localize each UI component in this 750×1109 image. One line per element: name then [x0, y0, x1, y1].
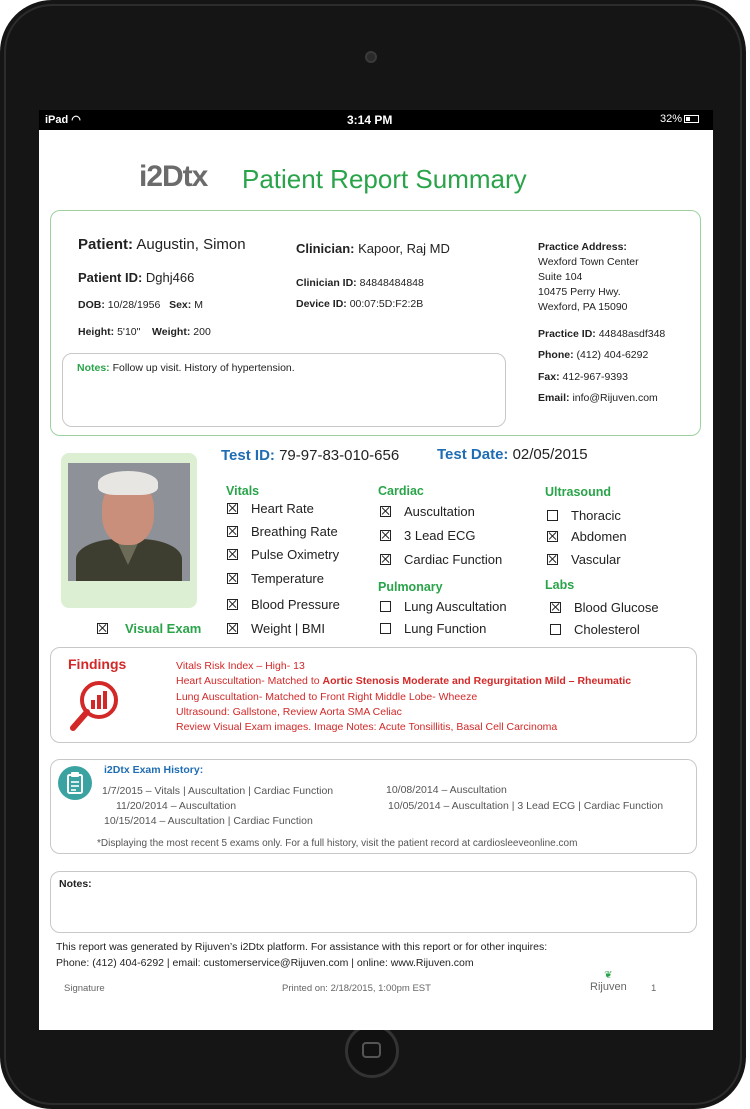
notes-top-label: Notes: [77, 362, 110, 374]
practice-id-label: Practice ID: [538, 328, 596, 340]
labs-item-label: Cholesterol [574, 622, 640, 637]
patient-name-row [78, 236, 246, 253]
vitals-item-label: Breathing Rate [251, 524, 338, 539]
practice-address [538, 240, 639, 315]
device-id-row [296, 298, 423, 310]
pulmonary-item-label: Lung Function [404, 621, 487, 636]
unchecked-box-icon[interactable] [380, 601, 391, 612]
notes-top-text: Follow up visit. History of hypertension. [112, 362, 295, 374]
status-device [45, 113, 81, 126]
cardiac-item-label: Auscultation [404, 504, 475, 519]
patient-photo [68, 463, 190, 581]
patient-id-row [78, 270, 194, 285]
rijuven-logo-text: Rijuven [590, 981, 627, 993]
history-footnote: *Displaying the most recent 5 exams only. For a full history, visit the patient record at cardiosleeveonline.com [97, 838, 578, 849]
findings-text [176, 659, 631, 735]
finding-line-bold: Aortic Stenosis Moderate and Regurgitation Mild – Rheumatic [322, 675, 632, 688]
checked-box-icon[interactable] [227, 623, 238, 634]
printed-on: Printed on: 2/18/2015, 1:00pm EST [282, 983, 431, 994]
checked-box-icon[interactable] [227, 526, 238, 537]
test-id-row [221, 447, 399, 464]
vitals-item-label: Weight | BMI [251, 621, 325, 636]
history-entry[interactable]: 10/08/2014 – Auscultation [386, 784, 507, 796]
finding-line-prefix: Heart Auscultation- Matched to [176, 675, 323, 688]
checked-box-icon[interactable] [227, 573, 238, 584]
test-date-row [437, 446, 588, 463]
unchecked-box-icon[interactable] [547, 510, 558, 521]
ultrasound-item-label: Abdomen [571, 529, 627, 544]
checked-box-icon[interactable] [547, 531, 558, 542]
exam-history-title: i2Dtx Exam History: [104, 764, 204, 776]
history-entry[interactable]: 10/15/2014 – Auscultation | Cardiac Function [104, 815, 313, 827]
patient-id-label: Patient ID: [78, 270, 143, 285]
ultrasound-item-label: Vascular [571, 552, 621, 567]
vitals-item-label: Blood Pressure [251, 597, 340, 612]
checked-box-icon[interactable] [227, 549, 238, 560]
magnifier-chart-icon [69, 678, 125, 734]
ultrasound-heading: Ultrasound [545, 485, 611, 499]
clinician-id-label: Clinician ID: [296, 277, 357, 289]
practice-email-label: Email: [538, 392, 570, 404]
patient-id-value: Dghj466 [145, 270, 195, 285]
checked-box-icon[interactable] [97, 623, 108, 634]
practice-fax-row [538, 371, 628, 383]
ultrasound-item[interactable] [547, 529, 627, 544]
logo [139, 160, 207, 194]
photo-hair [98, 471, 158, 495]
ultrasound-item-label: Thoracic [571, 508, 621, 523]
checked-box-icon[interactable] [227, 503, 238, 514]
dob-label: DOB: [78, 299, 105, 311]
footer-line1: This report was generated by Rijuven’s i2Dtx platform. For assistance with this report or for other inquires: [56, 941, 548, 953]
dob-value: 10/28/1956 [107, 299, 161, 311]
practice-address-label: Practice Address: [538, 241, 627, 253]
camera-icon [365, 51, 377, 63]
cardiac-item[interactable] [380, 552, 502, 567]
checked-box-icon[interactable] [380, 554, 391, 565]
clinician-label: Clinician: [296, 241, 355, 256]
practice-id-row [538, 328, 665, 340]
address-line: Wexford, PA 15090 [538, 301, 628, 313]
ultrasound-item[interactable] [547, 508, 621, 523]
unchecked-box-icon[interactable] [380, 623, 391, 634]
visual-exam-label: Visual Exam [125, 621, 202, 636]
dob-row [78, 299, 203, 311]
address-line: Suite 104 [538, 271, 583, 283]
cardiac-item[interactable] [380, 528, 476, 543]
vitals-item[interactable] [227, 621, 325, 636]
device-label: iPad [45, 114, 69, 126]
signature-label: Signature [64, 983, 105, 994]
status-battery [660, 113, 699, 125]
test-id-label: Test ID: [221, 447, 275, 464]
checked-box-icon[interactable] [380, 530, 391, 541]
practice-phone-value: (412) 404-6292 [576, 349, 649, 361]
weight-label: Weight: [152, 326, 191, 338]
test-id-value: 79-97-83-010-656 [279, 447, 400, 464]
height-weight-row [78, 326, 211, 338]
pulmonary-item[interactable] [380, 621, 486, 636]
finding-line [176, 674, 631, 689]
history-entry[interactable]: 10/05/2014 – Auscultation | 3 Lead ECG | Cardiac Function [388, 800, 664, 812]
vitals-item[interactable] [227, 501, 314, 516]
page-number: 1 [651, 983, 657, 994]
patient-label: Patient: [78, 236, 134, 253]
practice-phone-label: Phone: [538, 349, 574, 361]
finding-line: Review Visual Exam images. Image Notes: Acute Tonsillitis, Basal Cell Carcinoma [176, 721, 558, 734]
address-line: 10475 Perry Hwy. [538, 286, 621, 298]
practice-fax-label: Fax: [538, 371, 560, 383]
status-time: 3:14 PM [347, 113, 393, 127]
vitals-item[interactable] [227, 547, 339, 562]
cardiac-item-label: 3 Lead ECG [404, 528, 476, 543]
practice-phone-row [538, 349, 648, 361]
clinician-id-row [296, 277, 424, 289]
unchecked-box-icon[interactable] [550, 624, 561, 635]
rijuven-logo [590, 971, 627, 993]
history-entry[interactable]: 1/7/2015 – Vitals | Auscultation | Cardiac Function [102, 785, 334, 797]
checked-box-icon[interactable] [550, 602, 561, 613]
cardiac-item[interactable] [380, 504, 475, 519]
test-date-label: Test Date: [437, 446, 509, 463]
wifi-icon: ◠ [71, 114, 81, 126]
finding-line: Vitals Risk Index – High- 13 [176, 660, 305, 672]
findings-heading: Findings [68, 656, 127, 672]
labs-heading: Labs [545, 578, 575, 592]
vitals-item-label: Heart Rate [251, 501, 314, 516]
vitals-item[interactable] [227, 571, 324, 586]
clinician-name: Kapoor, Raj MD [358, 241, 450, 256]
clinician-row [296, 241, 450, 256]
status-bar [39, 110, 713, 130]
practice-id-value: 44848asdf348 [598, 328, 666, 340]
pulmonary-item[interactable] [380, 599, 507, 614]
visual-exam-item[interactable] [97, 621, 201, 636]
vitals-item[interactable] [227, 597, 340, 612]
clipboard-icon [57, 765, 93, 801]
battery-icon [684, 115, 699, 123]
leaf-icon: ❦ [604, 970, 613, 981]
sex-label: Sex: [169, 299, 192, 311]
logo-text: i2Dtx [139, 160, 208, 193]
labs-item[interactable] [550, 600, 659, 615]
practice-fax-value: 412-967-9393 [562, 371, 628, 383]
cardiac-heading: Cardiac [378, 484, 424, 498]
test-date-value: 02/05/2015 [512, 446, 588, 463]
screen [39, 110, 713, 1030]
checked-box-icon[interactable] [380, 506, 391, 517]
vitals-item[interactable] [227, 524, 338, 539]
practice-email-row [538, 392, 658, 404]
labs-item[interactable] [550, 622, 640, 637]
finding-line: Lung Auscultation- Matched to Front Right Middle Lobe- Wheeze [176, 690, 478, 703]
notes-bottom-box[interactable] [50, 871, 697, 933]
height-label: Height: [78, 326, 115, 338]
notes-top [77, 362, 295, 374]
checked-box-icon[interactable] [547, 554, 558, 565]
ultrasound-item[interactable] [547, 552, 621, 567]
vitals-item-label: Temperature [251, 571, 324, 586]
notes-bottom-label: Notes: [59, 878, 92, 890]
device-id-label: Device ID: [296, 298, 347, 310]
height-value: 5'10" [117, 326, 141, 338]
checked-box-icon[interactable] [227, 599, 238, 610]
vitals-item-label: Pulse Oximetry [251, 547, 340, 562]
address-line: Wexford Town Center [538, 256, 639, 268]
pulmonary-heading: Pulmonary [378, 580, 443, 594]
home-square-icon [362, 1042, 381, 1058]
weight-value: 200 [193, 326, 211, 338]
page-title: Patient Report Summary [242, 164, 527, 194]
vitals-heading: Vitals [226, 484, 260, 498]
sex-value: M [194, 299, 203, 311]
clinician-id-value: 84848484848 [359, 277, 424, 289]
footer-line2: Phone: (412) 404-6292 | email: customerservice@Rijuven.com | online: www.Rijuven.com [56, 957, 474, 969]
pulmonary-item-label: Lung Auscultation [404, 599, 507, 614]
cardiac-item-label: Cardiac Function [404, 552, 503, 567]
device-id-value: 00:07:5D:F2:2B [349, 298, 424, 310]
patient-name: Augustin, Simon [136, 236, 246, 253]
practice-email-link[interactable]: info@Rijuven.com [572, 392, 658, 404]
history-entry[interactable]: 11/20/2014 – Auscultation [116, 800, 237, 812]
finding-line: Ultrasound: Gallstone, Review Aorta SMA Celiac [176, 705, 402, 718]
battery-percent: 32% [659, 113, 682, 125]
labs-item-label: Blood Glucose [574, 600, 659, 615]
